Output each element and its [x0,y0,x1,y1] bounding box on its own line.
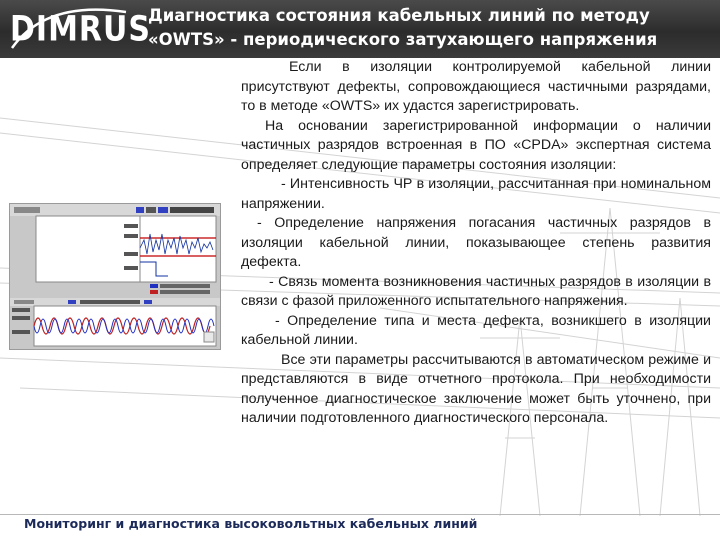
footer-caption: Мониторинг и диагностика высоковольтных кабельных линий [24,516,478,531]
header-bar [0,0,720,58]
body-text [241,58,711,429]
oscillogram-image [10,204,220,349]
paragraph-report: Все эти параметры рассчитываются в автоматическом режиме и представляются в виде отчетного протокола. При необходимости полученное диагностическое заключение может быть уточнено, при наличии подготовленного диагностического персонала. [241,351,711,426]
logo-text: DIMRUS [10,9,151,50]
paragraph-intro: Если в изоляции контролируемой кабельной линии присутствуют дефекты, сопровождающиеся частичными разрядами, то в методе «OWTS» их удастся зарегистрировать. [241,59,711,114]
paragraph-defect-type: - Определение типа и места дефекта, возникшего в изоляции кабельной линии. [241,312,711,348]
company-logo [4,4,151,54]
oscillogram-screenshot [9,203,221,350]
paragraph-phase-relation: - Связь момента возникновения частичных разрядов в изоляции в связи с фазой приложенного испытательного напряжения. [241,273,711,309]
page-title [148,4,708,52]
paragraph-pd-intensity: - Интенсивность ЧР в изоляции, рассчитанная при номинальном напряжении. [241,176,711,212]
title-line-1: Диагностика состояния кабельных линий по методу [148,6,650,25]
footer-divider [0,514,720,515]
paragraph-extinction-voltage: - Определение напряжения погасания частичных разрядов в изоляции кабельной линии, показывающее степень развития дефекта. [241,215,711,270]
paragraph-expert-system: На основании зарегистрированной информации о наличии частичных разрядов встроенная в ПО «CPDA» экспертная система определяет следующие параметры состояния изоляции: [241,117,711,173]
title-line-2: «OWTS» - периодического затухающего напряжения [148,30,658,49]
